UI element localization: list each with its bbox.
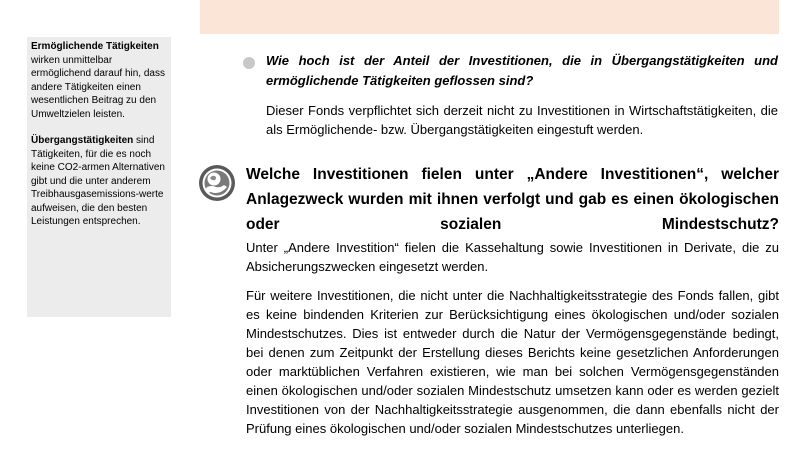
section-heading: Welche Investitionen fielen unter „Andere Investitionen“, welcher Anlagezweck wurden mit ihnen verfolgt und gab es einen ökologischen oder sozialen Mindestschutz?: [246, 166, 779, 233]
glossary-enabling: [31, 40, 167, 121]
glossary-enabling-text: wirken unmittelbar ermöglichend darauf hin, dass andere Tätigkeiten einen wesentlichen Beitrag zu den Umweltzielen leisten.: [31, 54, 165, 120]
glossary-sidebar: [27, 37, 171, 317]
question-answer: Dieser Fonds verpflichtet sich derzeit nicht zu Investitionen in Wirtschaftstätigkeiten, die als Ermöglichende- bzw. Übergangstätigkeiten eingestuft werden.: [266, 103, 778, 137]
question-text: Wie hoch ist der Anteil der Investitionen, die in Übergangstätigkeiten und ermöglichende Tätigkeiten geflossen sind?: [266, 53, 778, 88]
section-paragraph-1: Unter „Andere Investition“ fielen die Kassehaltung sowie Investitionen in Derivate, die zu Absicherungszwecken eingesetzt werden.: [246, 240, 779, 274]
glossary-enabling-term: Ermöglichende Tätigkeiten: [31, 41, 159, 52]
glossary-transition-term: Übergangstätigkeiten: [31, 135, 134, 146]
glossary-transition: [31, 134, 167, 229]
header-band: [200, 0, 779, 34]
glossary-transition-text: sind Tätigkeiten, für die es noch keine CO2-armen Alternativen gibt und die unter anderem Treibhausgasemissions-werte aufweisen, die den besten Leistungen entsprechen.: [31, 135, 165, 227]
section-paragraph-2: Für weitere Investitionen, die nicht unter die Nachhaltigkeitsstrategie des Fonds fallen, gibt es keine bindenden Kriterien zur Berücksichtigung eines ökologischen und/oder sozialen Mindestschutzes. Dies ist entweder durch die Natur der Vermögensgegenstände bedingt, bei denen zum Zeitpunkt der Erstellung dieses Berichts keine gesetzlichen Anforderungen oder marktüblichen Verfahren existieren, wie man bei solchen Vermögensgegenständen einen ökologischen und/oder sozialen Mindestschutz umsetzen kann oder es werden gezielt Investitionen von der Nachhaltigkeitsstrategie ausgenommen, die dann ebenfalls nicht der Prüfung eines ökologischen und/oder sozialen Mindestschutzes unterliegen.: [246, 288, 779, 436]
globe-hand-icon: [198, 164, 236, 202]
question-bullet-icon: [243, 57, 255, 69]
